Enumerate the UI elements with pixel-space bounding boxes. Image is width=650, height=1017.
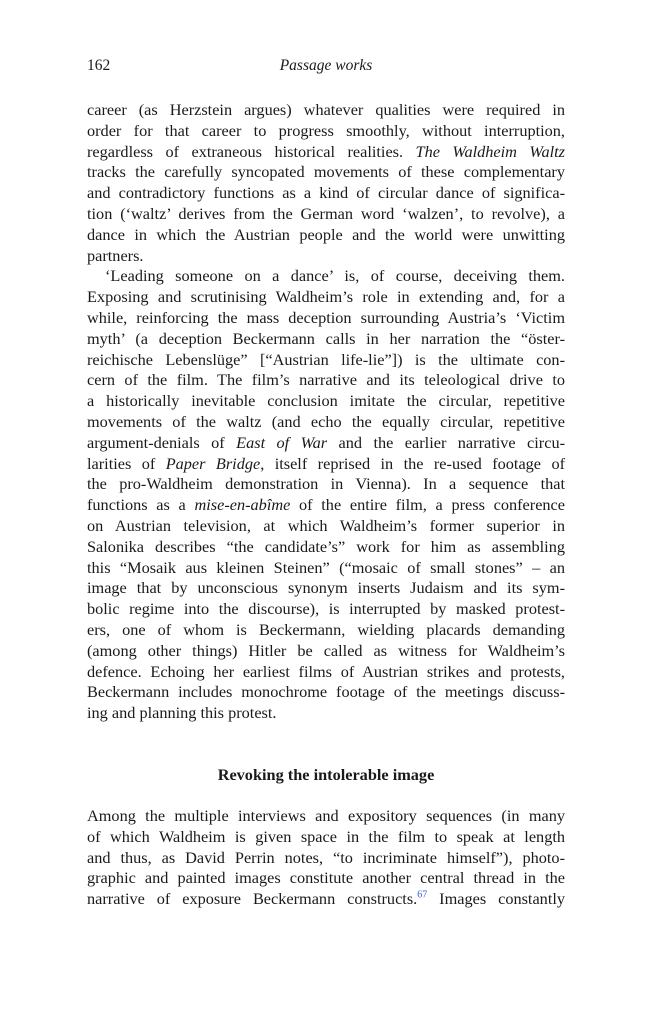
- text-segment: , itself reprised in the re-used footage of: [260, 453, 566, 473]
- text-segment: and the earlier narrative circu-: [327, 432, 566, 452]
- text-segment: and contradictory functions as a kind of circular dance of significa-: [87, 183, 565, 203]
- text-line: [87, 599, 565, 620]
- text-line: [87, 454, 565, 475]
- footnote-ref[interactable]: 67: [417, 889, 428, 901]
- text-line: [87, 641, 565, 662]
- text-segment: tracks the carefully syncopated movements of these complementary: [87, 162, 565, 182]
- text-line: [87, 266, 565, 287]
- text-line: [87, 121, 565, 142]
- text-line: [87, 662, 565, 683]
- text-segment: Salonika describes “the candidate’s” work for him as assembling: [87, 536, 565, 556]
- section-heading: Revoking the intolerable image: [217, 765, 435, 784]
- text-segment: tion (‘waltz’ derives from the German word ‘walzen’, to revolve), a: [87, 203, 565, 223]
- text-line: [87, 308, 565, 329]
- text-segment: order for that career to progress smoothly, without interruption,: [87, 120, 565, 140]
- text-line: [87, 287, 565, 308]
- text-line: [87, 848, 565, 869]
- text-line: [87, 495, 565, 516]
- text-line: [87, 391, 565, 412]
- text-segment: defence. Echoing her earliest films of Austrian strikes and protests,: [87, 661, 565, 681]
- text-line: [87, 889, 565, 910]
- text-segment: a historically inevitable conclusion imitate the circular, repetitive: [87, 391, 565, 411]
- text-segment: ing and planning this protest.: [87, 703, 277, 723]
- text-segment: Beckermann includes monochrome footage of the meetings discuss-: [87, 682, 565, 702]
- text-segment: Exposing and scrutinising Waldheim’s role in extending and, for a: [87, 287, 565, 307]
- text-line: [87, 100, 565, 121]
- text-segment: career (as Herzstein argues) whatever qualities were required in: [87, 100, 565, 119]
- text-line: [87, 412, 565, 433]
- text-line: [87, 682, 565, 703]
- running-title: Passage works: [279, 57, 373, 74]
- text-line: [87, 142, 565, 163]
- text-segment: cern of the film. The film’s narrative and its teleological drive to: [87, 370, 565, 390]
- text-line: [87, 516, 565, 537]
- text-segment: partners.: [87, 245, 144, 265]
- text-segment: movements of the waltz (and echo the equally circular, repetitive: [87, 411, 565, 431]
- text-line: [87, 370, 565, 391]
- text-segment: of which Waldheim is given space in the film to speak at length: [87, 826, 565, 846]
- text-line: [87, 620, 565, 641]
- text-segment: myth’ (a deception Beckermann calls in her narration the “öster-: [87, 328, 565, 348]
- body-text-section-2: [87, 806, 565, 910]
- text-segment: Images constantly: [427, 889, 566, 909]
- italic-text: mise-en-abîme: [194, 495, 291, 515]
- text-segment: ‘Leading someone on a dance’ is, of course, deceiving them.: [105, 266, 565, 286]
- text-line: [87, 225, 565, 246]
- text-segment: this “Mosaik aus kleinen Steinen” (“mosaic of small stones” – an: [87, 557, 565, 577]
- italic-text: Paper Bridge: [165, 453, 261, 473]
- text-segment: narrative of exposure Beckermann constructs.: [87, 889, 418, 909]
- text-line: [87, 204, 565, 225]
- text-line: [87, 537, 565, 558]
- text-segment: (among other things) Hitler be called as witness for Waldheim’s: [87, 640, 565, 660]
- text-segment: regardless of extraneous historical realities.: [87, 141, 416, 161]
- text-line: [87, 703, 565, 724]
- text-segment: image that by unconscious synonym inserts Judaism and its sym-: [87, 578, 565, 598]
- text-segment: and thus, as David Perrin notes, “to incriminate himself”), photo-: [87, 847, 565, 867]
- text-segment: reichische Lebenslüge” [“Austrian life-lie”]) is the ultimate con-: [87, 349, 565, 369]
- text-line: [87, 162, 565, 183]
- text-segment: functions as a: [87, 495, 195, 515]
- page-header: [87, 57, 565, 79]
- text-line: [87, 578, 565, 599]
- italic-text: The Waldheim Waltz: [415, 141, 565, 161]
- text-line: [87, 350, 565, 371]
- text-line: [87, 433, 565, 454]
- italic-text: East of War: [236, 432, 328, 452]
- text-line: [87, 558, 565, 579]
- text-segment: on Austrian television, at which Waldheim’s former superior in: [87, 515, 565, 535]
- text-segment: the pro-Waldheim demonstration in Vienna). In a sequence that: [87, 474, 565, 494]
- text-segment: argument-denials of: [87, 432, 237, 452]
- text-segment: of the entire film, a press conference: [290, 495, 566, 515]
- text-segment: Among the multiple interviews and expository sequences (in many: [87, 806, 565, 825]
- text-line: [87, 183, 565, 204]
- text-segment: dance in which the Austrian people and the world were unwitting: [87, 224, 565, 244]
- text-segment: while, reinforcing the mass deception surrounding Austria’s ‘Victim: [87, 307, 565, 327]
- text-segment: graphic and painted images constitute another central thread in the: [87, 868, 565, 888]
- text-line: [87, 246, 565, 267]
- page-number: 162: [87, 57, 111, 74]
- text-segment: larities of: [87, 453, 166, 473]
- body-text-section-1: [87, 100, 565, 724]
- text-line: [87, 806, 565, 827]
- text-segment: ers, one of whom is Beckermann, wielding placards demanding: [87, 619, 565, 639]
- text-line: [87, 827, 565, 848]
- text-line: [87, 329, 565, 350]
- text-line: [87, 474, 565, 495]
- text-segment: bolic regime into the discourse), is interrupted by masked protest-: [87, 599, 565, 619]
- text-line: [87, 868, 565, 889]
